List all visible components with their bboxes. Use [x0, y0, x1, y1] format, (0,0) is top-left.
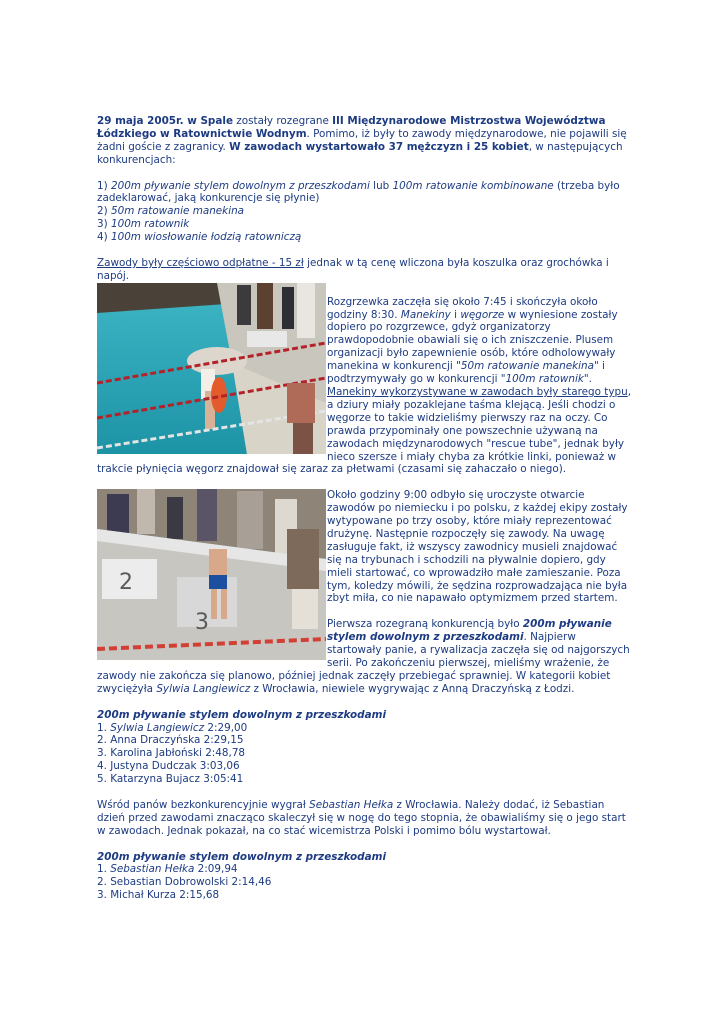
men-paragraph: Wśród panów bezkonkurencyjnie wygrał Sebastian Hełka z Wrocławia. Należy dodać, iż Sebastian dzień przed zawodami znacząco skaleczył się w nogę do tego stopnia, że obawialiśmy się o jego start w zawodach. Jednak pokazał, na co stać wicemistrza Polski i pomimo bólu wystartował.: [97, 798, 626, 837]
participants-count: W zawodach wystartowało 37 mężczyzn i 25 kobiet: [229, 140, 529, 153]
intro-paragraph: 29 maja 2005r. w Spale zostały rozegrane III Międzynarodowe Mistrzostwa Województwa Łódzkiego w Ratownictwie Wodnym. Pomimo, iż były to zawody międzynarodowe, nie pojawili się żadni goście z zagranicy. W zawodach wystartowało 37 mężczyzn i 25 kobiet, w następujących konkurencjach:: [97, 115, 627, 166]
warmup-paragraph: Rozgrzewka zaczęła się około 7:45 i skończyła około godziny 8:30. Manekiny i węgorze w wyniesione zostały dopiero po rozgrzewce, gdyż organizatorzy prawdopodobnie obawiali się o ich zniszczenie. Plusem organizacji było zapewnienie osób, które odholowywały manekina w konkurencji "50m ratowanie manekina" i podtrzymywały go w konkurencji "100m ratownik". Manekiny wykorzystywane w zawodach były starego typu, a dziury miały pozaklejane taśma klejącą. Jeśli chodzi o węgorze to takie widzieliśmy pierwszy raz na oczy. Co prawda przypominały one powszechnie używaną na zawodach międzynarodowych "rescue tube", jednak były nieco szersze i miały chyba za krótkie linki, ponieważ w trakcie płynięcia węgorz znajdował się zaraz za płetwami (czasami się zahaczało o niego).: [97, 295, 632, 476]
fees-paragraph: Zawody były częściowo odpłatne - 15 zł jednak w tą cenę wliczona była koszulka oraz grochówka i napój.: [97, 256, 609, 282]
svg-text:3: 3: [195, 610, 209, 636]
opening-paragraph: Około godziny 9:00 odbyło się uroczyste otwarcie zawodów po niemiecku i po polsku, z każdej ekipy zostały wytypowane po trzy osoby, które miały reprezentować drużynę. Następnie rozpoczęły się zawody. Na uwagę zasługuje fakt, iż wszyscy zawodnicy musieli znajdować się na trybunach i schodzili na pływalnie dopiero, gdy mieli startować, co wprowadziło małe zamieszanie. Poza tym, koledzy mówili, że sędzina rozprowadzająca nie była zbyt miła, co nie napawało optymizmem przed startem.: [327, 489, 628, 605]
pool-photo-starting-blocks: [97, 489, 326, 660]
svg-text:2: 2: [119, 570, 133, 596]
results-men-title: 200m pływanie stylem dowolnym z przeszkodami: [97, 850, 387, 863]
event-date: 29 maja 2005r. w Spale: [97, 115, 233, 127]
first-event-paragraph: Pierwsza rozegraną konkurencją było 200m pływanie stylem dowolnym z przeszkodami. Najpierw startowały panie, a rywalizacja zaczęła się od najgorszych serii. Po zakończeniu pierwszej, mieliśmy wrażenie, że zawody nie zakończa się planowo, później jednak zaczęły przebiegać sprawniej. W kategorii kobiet zwyciężyła Sylwia Langiewicz z Wrocławia, niewiele wygrywając z Anną Draczyńską z Łodzi.: [97, 618, 630, 695]
result-row: 2. Sebastian Dobrowolski 2:14,46: [97, 876, 272, 889]
result-row: 2. Anna Draczyńska 2:29,15: [97, 734, 244, 747]
competition-item-2: 2) 50m ratowanie manekina: [97, 205, 245, 218]
result-row: 5. Katarzyna Bujacz 3:05:41: [97, 773, 244, 786]
result-row: 3. Michał Kurza 2:15,68: [97, 889, 220, 902]
article: [97, 115, 632, 902]
competition-item-1: 1) 200m pływanie stylem dowolnym z przeszkodami lub 100m ratowanie kombinowane (trzeba było zadeklarować, jaką konkurencje się płynie): [97, 179, 620, 205]
results-women-title: 200m pływanie stylem dowolnym z przeszkodami: [97, 708, 387, 721]
pool-photo-manikin: [97, 283, 326, 454]
result-row: 1. Sylwia Langiewicz 2:29,00: [97, 721, 248, 734]
result-row: 1. Sebastian Hełka 2:09,94: [97, 863, 238, 876]
result-row: 4. Justyna Dudczak 3:03,06: [97, 760, 240, 773]
competition-item-3: 3) 100m ratownik: [97, 218, 190, 231]
result-row: 3. Karolina Jabłoński 2:48,78: [97, 747, 246, 760]
event-name: III Międzynarodowe Mistrzostwa Województwa Łódzkiego w Ratownictwie Wodnym: [97, 115, 606, 140]
competition-item-4: 4) 100m wiosłowanie łodzią ratowniczą: [97, 231, 302, 244]
